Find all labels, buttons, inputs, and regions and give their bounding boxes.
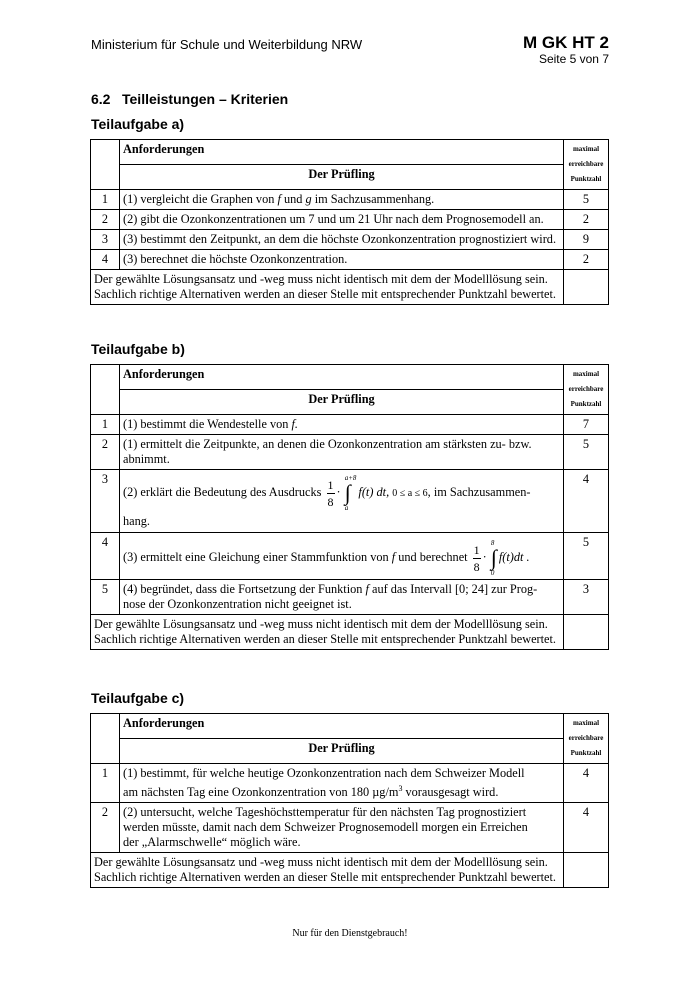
requirement-text: (3) ermittelt eine Gleichung einer Stammfunktion von f und berechnet $\frac{1}{8}$ · 8 ∫ 0 f(t)dt . [120, 533, 564, 580]
table-row [91, 470, 609, 533]
alternatives-note: Der gewählte Lösungsansatz und -weg muss nicht identisch mit dem der Modelllösung sein. Sachlich richtige Alternativen werden an dieser Stelle mit entsprechender Punktzahl bewertet. [91, 615, 564, 650]
requirement-text: (1) bestimmt die Wendestelle von f. [120, 415, 564, 435]
table-header-row [91, 365, 609, 390]
table-row [91, 190, 609, 210]
exam-code: M GK HT 2 [523, 33, 609, 52]
row-points: 5 [564, 190, 609, 210]
row-points: 2 [564, 250, 609, 270]
note-row [91, 270, 609, 305]
table-row [91, 210, 609, 230]
part-b-table [90, 364, 609, 650]
points-header-line: Punktzahl [570, 749, 602, 757]
page-number: Seite 5 von 7 [538, 52, 609, 66]
row-number: 3 [91, 470, 120, 533]
part-c-table [90, 713, 609, 888]
points-header-line: maximal [572, 719, 600, 727]
row-points: 2 [564, 210, 609, 230]
pruefling-header: Der Prüfling [120, 390, 564, 415]
table-subheader-row [91, 739, 609, 764]
table-row [91, 533, 609, 580]
note-row [91, 615, 609, 650]
fraction: $\frac{1}{8}$ [473, 542, 480, 574]
footer-note: Nur für den Dienstgebrauch! [292, 928, 408, 939]
requirement-text: (1) bestimmt, für welche heutige Ozonkonzentration nach dem Schweizer Modell am nächsten Tag eine Ozonkonzentration von 180 $\mu g/m^3$ vorausgesagt wird. [120, 764, 564, 803]
anforderungen-header: Anforderungen [120, 365, 564, 390]
anforderungen-header: Anforderungen [120, 714, 564, 739]
part-b-title: Teilaufgabe b) [91, 341, 185, 357]
points-header-line: Punktzahl [570, 400, 602, 408]
note-points-cell [564, 615, 609, 650]
integral-sign: a+8 ∫ a [344, 474, 357, 512]
part-a-table [90, 139, 609, 305]
integral-sign: 8 ∫ 0 [490, 539, 497, 577]
section-heading [91, 91, 288, 107]
anforderungen-header: Anforderungen [120, 140, 564, 165]
header-empty-cell [91, 140, 120, 190]
row-number: 3 [91, 230, 120, 250]
table-row [91, 250, 609, 270]
table-header-row [91, 714, 609, 739]
points-header [564, 714, 609, 764]
points-header-line: Punktzahl [570, 175, 602, 183]
points-header-line: maximal [572, 145, 600, 153]
points-header-line: erreichbare [568, 385, 604, 393]
points-header [564, 140, 609, 190]
table-row [91, 435, 609, 470]
alternatives-note: Der gewählte Lösungsansatz und -weg muss nicht identisch mit dem der Modelllösung sein. Sachlich richtige Alternativen werden an dieser Stelle mit entsprechender Punktzahl bewertet. [91, 853, 564, 888]
table-row [91, 415, 609, 435]
pruefling-header: Der Prüfling [120, 165, 564, 190]
row-number: 2 [91, 435, 120, 470]
alternatives-note: Der gewählte Lösungsansatz und -weg muss nicht identisch mit dem der Modelllösung sein. Sachlich richtige Alternativen werden an dieser Stelle mit entsprechender Punktzahl bewertet. [91, 270, 564, 305]
table-row [91, 764, 609, 803]
table-row [91, 580, 609, 615]
note-row [91, 853, 609, 888]
section-number: 6.2 [91, 91, 111, 107]
part-c-title: Teilaufgabe c) [91, 690, 185, 706]
table-row [91, 803, 609, 853]
points-header-line: erreichbare [568, 734, 604, 742]
section-title: Teilleistungen – Kriterien [122, 91, 289, 107]
requirement-text: (1) ermittelt die Zeitpunkte, an denen die Ozonkonzentration am stärksten zu- bzw. abnimmt. [120, 435, 564, 470]
row-points: 5 [564, 435, 609, 470]
requirement-text: (3) berechnet die höchste Ozonkonzentration. [120, 250, 564, 270]
points-header-line: maximal [572, 370, 600, 378]
row-points: 5 [564, 533, 609, 580]
header-empty-cell [91, 714, 120, 764]
row-number: 1 [91, 764, 120, 803]
header-empty-cell [91, 365, 120, 415]
row-number: 1 [91, 190, 120, 210]
pruefling-header: Der Prüfling [120, 739, 564, 764]
requirement-text: (3) bestimmt den Zeitpunkt, an dem die höchste Ozonkonzentration prognostiziert wird. [120, 230, 564, 250]
requirement-text: (2) gibt die Ozonkonzentrationen um 7 und um 21 Uhr nach dem Prognosemodell an. [120, 210, 564, 230]
note-points-cell [564, 853, 609, 888]
ministry-name: Ministerium für Schule und Weiterbildung NRW [91, 37, 363, 52]
fraction: $\frac{1}{8}$ [327, 477, 334, 509]
row-points: 4 [564, 470, 609, 533]
requirement-text: (2) erklärt die Bedeutung des Ausdrucks $\frac{1}{8}$ · a+8 ∫ a f(t) dt, 0 ≤ a ≤ 6, im Sachzusammen- hang. [120, 470, 564, 533]
table-subheader-row [91, 390, 609, 415]
points-header-line: erreichbare [568, 160, 604, 168]
row-number: 2 [91, 803, 120, 853]
table-header-row [91, 140, 609, 165]
row-number: 4 [91, 533, 120, 580]
requirement-text: (2) untersucht, welche Tageshöchsttemperatur für den nächsten Tag prognostiziert werden müsste, damit nach dem Schweizer Prognosemodell morgen ein Erreichen der „Alarmschwelle“ möglich wäre. [120, 803, 564, 853]
row-points: 9 [564, 230, 609, 250]
row-number: 5 [91, 580, 120, 615]
row-number: 2 [91, 210, 120, 230]
requirement-text: (1) vergleicht die Graphen von f und g im Sachzusammenhang. [120, 190, 564, 210]
row-number: 1 [91, 415, 120, 435]
table-subheader-row [91, 165, 609, 190]
row-number: 4 [91, 250, 120, 270]
row-points: 3 [564, 580, 609, 615]
row-points: 4 [564, 803, 609, 853]
part-a-title: Teilaufgabe a) [91, 116, 185, 132]
note-points-cell [564, 270, 609, 305]
table-row [91, 230, 609, 250]
points-header [564, 365, 609, 415]
row-points: 7 [564, 415, 609, 435]
row-points: 4 [564, 764, 609, 803]
requirement-text: (4) begründet, dass die Fortsetzung der Funktion f auf das Intervall [0; 24] zur Prog- nose der Ozonkonzentration nicht geeignet ist. [120, 580, 564, 615]
